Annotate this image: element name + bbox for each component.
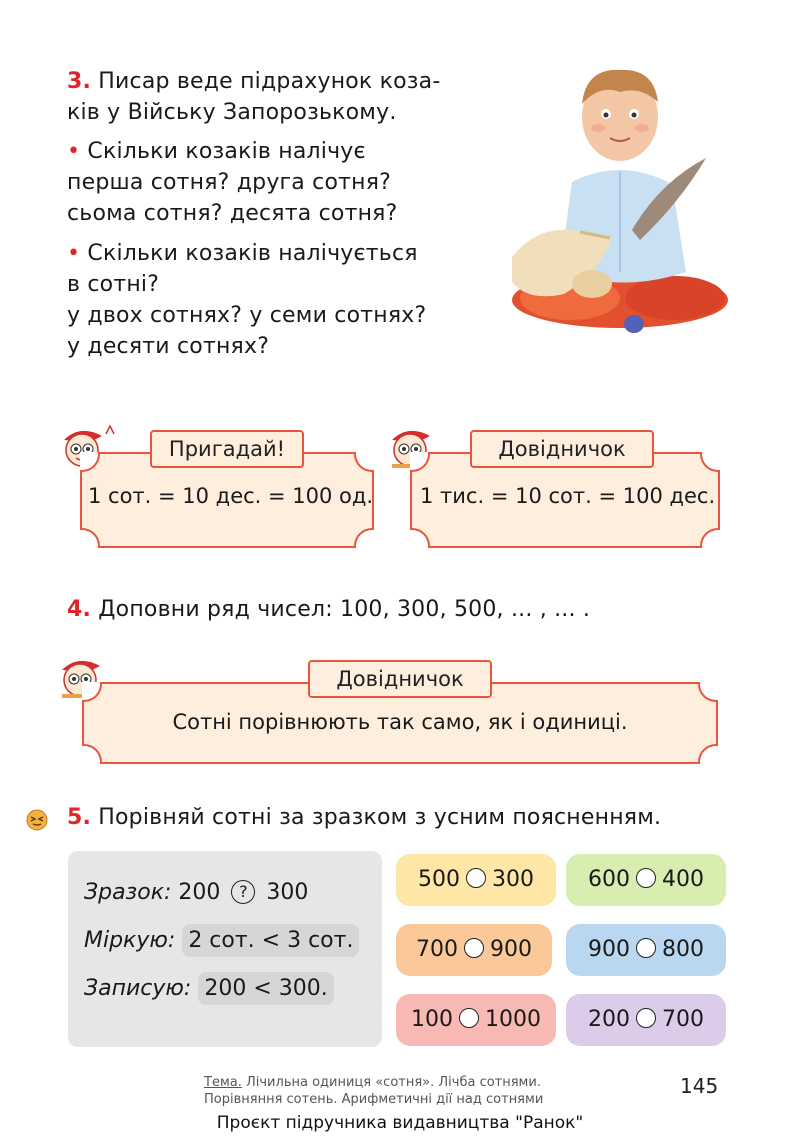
pill-right-number: 700 — [662, 1007, 704, 1032]
bullet2-line4: у десяти сотнях? — [67, 334, 270, 359]
footer-topic — [204, 1074, 543, 1108]
task3-line1: Писар веде підрахунок коза- — [98, 69, 441, 94]
bullet2-line2: в сотні? — [67, 272, 160, 297]
ref-title-handbook-2: Довідничок — [308, 660, 492, 698]
comparison-pill — [396, 854, 556, 906]
pill-left-number: 500 — [418, 867, 460, 892]
sample-a: 200 — [178, 880, 221, 905]
sample-line-reason — [84, 928, 359, 953]
topic-line1: Лічильна одиниця «сотня». Лічба сотнями. — [241, 1075, 541, 1090]
sample-line-example — [84, 880, 308, 905]
empty-circle-icon — [636, 1008, 656, 1028]
pill-right-number: 300 — [492, 867, 534, 892]
ref-title-remember: Пригадай! — [150, 430, 304, 468]
pill-left-number: 600 — [588, 867, 630, 892]
sample-label-example: Зразок: — [84, 880, 172, 905]
pill-right-number: 800 — [662, 937, 704, 962]
comparison-pill — [396, 994, 556, 1046]
task3-bullet1 — [67, 136, 397, 229]
comparison-pill — [396, 924, 552, 976]
pill-right-number: 900 — [490, 937, 532, 962]
bullet-icon: • — [67, 139, 81, 164]
sample-label-write: Записую: — [84, 976, 192, 1001]
bullet1-line2: перша сотня? друга сотня? — [67, 170, 392, 195]
empty-circle-icon — [466, 868, 486, 888]
task4 — [67, 594, 590, 625]
publisher-line: Проєкт підручника видавництва "Ранок" — [216, 1113, 584, 1133]
topic-line2: Порівняння сотень. Арифметичні дії над сотнями — [204, 1092, 544, 1107]
bullet1-line1: Скільки козаків налічує — [87, 139, 366, 164]
sample-write: 200 < 300. — [198, 972, 333, 1005]
pill-left-number: 700 — [416, 937, 458, 962]
sample-line-write — [84, 976, 334, 1001]
pill-right-number: 1000 — [485, 1007, 541, 1032]
page-number: 145 — [680, 1074, 719, 1098]
sample-reason: 2 сот. < 3 сот. — [182, 924, 359, 957]
question-circle-icon: ? — [231, 880, 255, 904]
task5 — [67, 802, 661, 833]
ref-title-handbook-1: Довідничок — [470, 430, 654, 468]
sample-b: 300 — [266, 880, 309, 905]
bullet-icon: • — [67, 241, 81, 266]
task5-number: 5. — [67, 805, 92, 830]
speaking-face-icon — [25, 808, 49, 832]
ref-content-handbook-2: Сотні порівнюють так само, як і одиниці. — [172, 710, 628, 734]
ref-content-handbook-1: 1 тис. = 10 сот. = 100 дес. — [420, 484, 716, 508]
task3-line2: ків у Війську Запорозькому. — [67, 100, 397, 125]
comparison-pill — [566, 924, 726, 976]
comparison-pill — [566, 994, 726, 1046]
ref-content-remember: 1 сот. = 10 дес. = 100 од. — [88, 484, 374, 508]
task5-text: Порівняй сотні за зразком з усним поясненням. — [98, 805, 662, 830]
task3-bullet2 — [67, 238, 426, 362]
sample-label-reason: Міркую: — [84, 928, 176, 953]
bullet2-line1: Скільки козаків налічується — [87, 241, 418, 266]
empty-circle-icon — [636, 938, 656, 958]
empty-circle-icon — [459, 1008, 479, 1028]
pill-left-number: 100 — [411, 1007, 453, 1032]
pill-right-number: 400 — [662, 867, 704, 892]
empty-circle-icon — [636, 868, 656, 888]
bullet2-line3: у двох сотнях? у семи сотнях? — [67, 303, 427, 328]
topic-label: Тема. — [204, 1075, 242, 1090]
comparison-pill — [566, 854, 726, 906]
scribe-illustration — [500, 62, 730, 342]
task3-intro — [67, 66, 440, 128]
pill-left-number: 900 — [588, 937, 630, 962]
pill-left-number: 200 — [588, 1007, 630, 1032]
empty-circle-icon — [464, 938, 484, 958]
task4-number: 4. — [67, 597, 92, 622]
bullet1-line3: сьома сотня? десята сотня? — [67, 201, 398, 226]
task4-text: Доповни ряд чисел: 100, 300, 500, ... , ... . — [98, 597, 591, 622]
task3-number: 3. — [67, 69, 92, 94]
